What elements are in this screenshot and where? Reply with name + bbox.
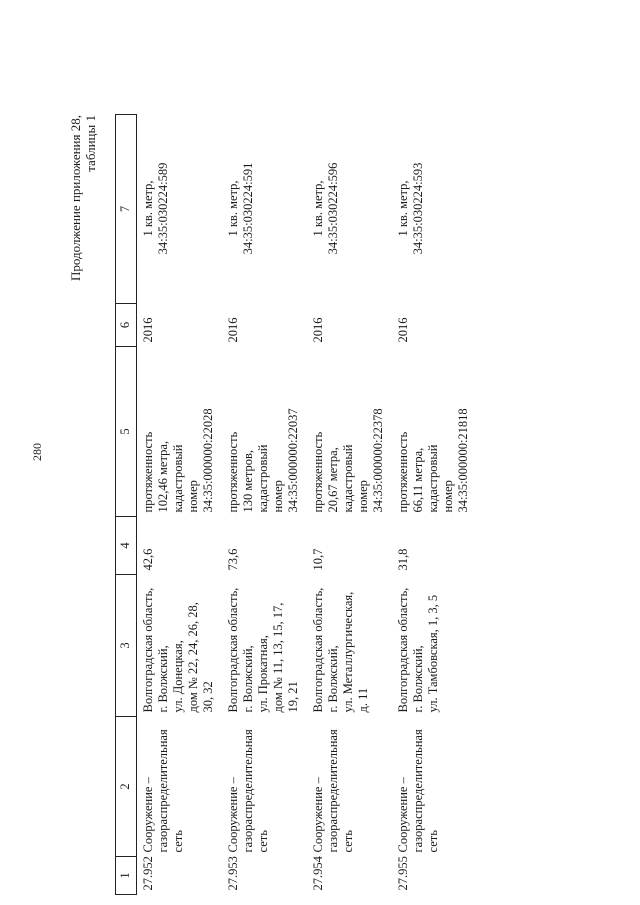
- object-address: [307, 575, 392, 717]
- text-line: номер: [271, 480, 285, 513]
- object-value: 10,7: [311, 548, 325, 571]
- row-number: 27.954: [311, 856, 325, 891]
- object-address: [137, 575, 223, 717]
- text-line: 34:35:030224:593: [411, 162, 425, 255]
- header-cell-3: 3: [116, 575, 137, 717]
- text-line: 1 кв. метр,: [311, 180, 325, 237]
- text-line: кадастровый: [341, 444, 355, 513]
- rotated-page: [48, 115, 638, 895]
- header-cell-7: 7: [116, 115, 137, 304]
- text-line: ул. Донецкая,: [171, 640, 185, 713]
- text-line: Сооружение –: [141, 777, 155, 853]
- object-address: [222, 575, 307, 717]
- text-line: 30, 32: [201, 681, 215, 713]
- text-line: 34:35:030224:596: [326, 162, 340, 255]
- text-line: 1 кв. метр,: [396, 180, 410, 237]
- land-plot: [307, 115, 392, 304]
- object-name: [307, 717, 392, 857]
- text-line: газораспределительная: [156, 729, 170, 853]
- text-line: протяженность: [311, 431, 325, 513]
- text-line: сеть: [256, 830, 270, 853]
- text-line: Волгоградская область,: [311, 587, 325, 713]
- object-name: [392, 717, 477, 857]
- table-row: [222, 115, 307, 895]
- object-name: [137, 717, 223, 857]
- text-line: ул. Тамбовская, 1, 3, 5: [426, 594, 440, 713]
- object-value: 73,6: [226, 548, 240, 571]
- object-value: 31,8: [396, 548, 410, 571]
- text-line: г. Волжский,: [156, 645, 170, 713]
- header-cell-4: 4: [116, 517, 137, 575]
- text-line: г. Волжский,: [411, 645, 425, 713]
- header-cell-5: 5: [116, 347, 137, 517]
- header-cell-1: 1: [116, 857, 137, 895]
- text-line: ул. Металлургическая,: [341, 591, 355, 713]
- table-caption: [68, 115, 98, 375]
- text-line: 34:35:030224:591: [241, 162, 255, 255]
- text-line: 19, 21: [286, 681, 300, 713]
- text-line: г. Волжский,: [326, 645, 340, 713]
- text-line: газораспределительная: [241, 729, 255, 853]
- row-number: 27.952: [141, 856, 155, 891]
- text-line: дом № 22, 24, 26, 28,: [186, 602, 200, 713]
- object-year: 2016: [311, 317, 325, 343]
- object-year: 2016: [396, 317, 410, 343]
- text-line: 1 кв. метр,: [226, 180, 240, 237]
- text-line: 34:35:000000:22378: [371, 408, 385, 513]
- text-line: номер: [441, 480, 455, 513]
- text-line: 34:35:000000:21818: [456, 408, 470, 513]
- text-line: 66,11 метра,: [411, 447, 425, 513]
- caption-line-1: Продолжение приложения 28,: [68, 115, 83, 282]
- text-line: газораспределительная: [411, 729, 425, 853]
- object-description: [222, 347, 307, 517]
- property-table: [115, 114, 477, 895]
- text-line: 20,67 метра,: [326, 447, 340, 513]
- text-line: д. 11: [356, 687, 370, 713]
- object-name: [222, 717, 307, 857]
- object-description: [137, 347, 223, 517]
- object-year: 2016: [141, 317, 155, 343]
- text-line: Сооружение –: [226, 777, 240, 853]
- text-line: протяженность: [141, 431, 155, 513]
- text-line: Волгоградская область,: [226, 587, 240, 713]
- text-line: протяженность: [396, 431, 410, 513]
- text-line: 102,46 метра,: [156, 441, 170, 513]
- land-plot: [392, 115, 477, 304]
- text-line: сеть: [171, 830, 185, 853]
- text-line: 34:35:000000:22028: [201, 408, 215, 513]
- land-plot: [137, 115, 223, 304]
- text-line: г. Волжский,: [241, 645, 255, 713]
- object-description: [392, 347, 477, 517]
- text-line: протяженность: [226, 431, 240, 513]
- text-line: кадастровый: [426, 444, 440, 513]
- text-line: сеть: [426, 830, 440, 853]
- text-line: номер: [186, 480, 200, 513]
- object-address: [392, 575, 477, 717]
- page-number: 280: [30, 443, 44, 461]
- text-line: Сооружение –: [311, 777, 325, 853]
- text-line: ул. Прокатная,: [256, 635, 270, 713]
- table-row: [307, 115, 392, 895]
- text-line: сеть: [341, 830, 355, 853]
- text-line: Волгоградская область,: [396, 587, 410, 713]
- land-plot: [222, 115, 307, 304]
- text-line: 1 кв. метр,: [141, 180, 155, 237]
- header-cell-2: 2: [116, 717, 137, 857]
- row-number: 27.955: [396, 856, 410, 891]
- text-line: 130 метров,: [241, 450, 255, 513]
- caption-line-2: таблицы 1: [83, 115, 98, 172]
- object-year: 2016: [226, 317, 240, 343]
- text-line: дом № 11, 13, 15, 17,: [271, 602, 285, 713]
- header-row: [116, 115, 137, 895]
- table-row: [137, 115, 223, 895]
- header-cell-6: 6: [116, 304, 137, 347]
- object-description: [307, 347, 392, 517]
- text-line: кадастровый: [171, 444, 185, 513]
- row-number: 27.953: [226, 856, 240, 891]
- text-line: газораспределительная: [326, 729, 340, 853]
- text-line: номер: [356, 480, 370, 513]
- text-line: Волгоградская область,: [141, 587, 155, 713]
- table-row: [392, 115, 477, 895]
- text-line: 34:35:030224:589: [156, 162, 170, 255]
- text-line: Сооружение –: [396, 777, 410, 853]
- text-line: 34:35:000000:22037: [286, 408, 300, 513]
- text-line: кадастровый: [256, 444, 270, 513]
- object-value: 42,6: [141, 548, 155, 571]
